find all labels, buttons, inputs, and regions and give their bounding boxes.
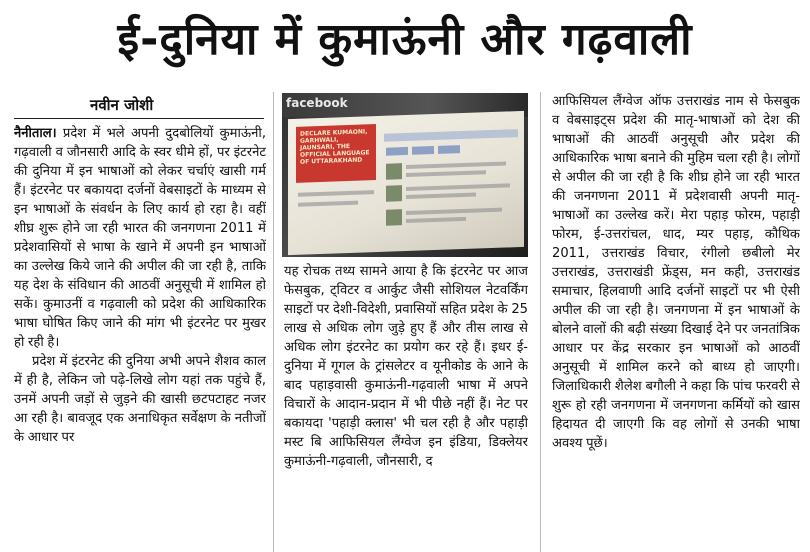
col2-paragraph-1: यह रोचक तथ्य सामने आया है कि इंटरनेट पर आज फेसबुक, ट्विटर व आर्कुट जैसी सोशियल नेटवर्किंग साइटों पर देशी-विदेशी, प्रवासियों सहित प्रदेश के 25 लाख से अधिक लोग जुड़े हुए हैं और तीस लाख से अधिक लोग इंटरनेट का प्रयोग कर रहे हैं। इधर ई-दुनिया में गूगल के ट्रांसलेटर व यूनीकोड के आने के बाद पहाड़वासी कुमाऊंनी-गढ़वाली भाषा में अपने विचारों के आदान-प्रदान में भी पीछे नहीं हैं। नेट पर बकायदा 'पहाड़ी क्लास' भी चल रही है और पहाड़ी मस्ट बि आफिसियल लैंग्वेज इन इंडिया, डिक्लेयर कुमाऊंनी-गढ़वाली, जौनसारी, द	[284, 264, 528, 469]
photo-text-line	[406, 183, 510, 191]
photo-button-3	[438, 145, 460, 154]
dateline: नैनीताल।	[14, 126, 57, 141]
headline: ई-दुनिया में कुमाऊंनी और गढ़वाली	[117, 14, 693, 65]
facebook-screen-photo	[282, 93, 528, 257]
photo-thumb-1	[386, 163, 402, 180]
article-column-1	[14, 124, 266, 552]
byline-rule	[14, 118, 264, 119]
photo-nav-bar	[384, 129, 518, 142]
photo-text-line	[298, 190, 374, 197]
photo-screen	[288, 111, 524, 255]
photo-poster-text: DECLARE KUMAONI, GARHWALI, JAUNSARI, THE OFFICIAL LANGUAGE OF UTTARAKHAND	[300, 128, 370, 166]
photo-page-title-blur	[384, 115, 518, 120]
photo-button-1	[386, 147, 408, 156]
column-divider-2	[540, 92, 541, 552]
photo-button-2	[412, 146, 434, 155]
photo-poster	[296, 124, 376, 183]
photo-text-line	[406, 208, 502, 215]
photo-text-line	[406, 162, 506, 169]
column-divider-1	[273, 92, 274, 552]
article-column-3	[552, 92, 800, 552]
photo-text-line	[406, 193, 476, 199]
col3-paragraph-1: आफिसियल लैंग्वेज ऑफ उत्तराखंड नाम से फेसबुक व वेबसाइट्स प्रदेश की मातृ-भाषाओं को देश की भाषाओं की आठवीं अनुसूची और प्रदेश की आधिकारिक भाषा बनाने की मुहिम चला रही है। लोगों से अपील की जा रही है कि शीघ्र होने जा रही भारत की जनगणना 2011 में प्रदेशवासी अपनी मातृ-भाषाओं का उल्लेख करें। मेरा पहाड़ फोरम, पहाड़ी फोरम, ई-उत्तरांचल, धाद, म्यर पहाड़, कौथिक 2011, उत्तराखंड विचार, रंगीलो छबीलो मेर उत्तराखंड, उत्तराखंडी फ्रेंड्स, मन कही, उत्तराखंड समाचार, हिलवाणी आदि दर्जनों साइटों पर भी ऐसी अपील की जा रही है। जनगणना में इन भाषाओं के बोलने वालों की बढ़ी संख्या दिखाई देने पर जनतांत्रिक आधार पर केंद्र सरकार इन भाषाओं को आठवीं अनुसूची में शामिल करने को बाध्य हो जाएगी। जिलाधिकारी शैलेश बगौली ने कहा कि पांच फरवरी से शुरू हो रही जनगणना में जनगणना कर्मियों को खास हिदायत दी जाएगी कि वह लोगों से उनकी भाषा अवश्य पूछें।	[552, 94, 800, 451]
col1-paragraph-1: प्रदेश में भले अपनी दुदबोलियों कुमाऊंनी, गढ़वाली व जौनसारी आदि के स्वर धीमे हों, पर इंटरनेट की दुनिया में इन भाषाओं को लेकर चर्चाएं खासी गर्म हैं। इंटरनेट पर बकायदा दर्जनों वेबसाइटों के माध्यम से इन भाषाओं के संवर्धन के लिए कार्य हो रहा है। वहीं शीघ्र शुरू होने जा रही भारत की जनगणना 2011 में प्रदेशवासियों से भाषा के खाने में अपनी इन भाषाओं का उल्लेख किये जाने की अपील की जा रही है, ताकि यह देश के संविधान की आठवीं अनुसूची में शामिल हो सकें। कुमाउनीं व गढ़वाली को प्रदेश की आधिकारिक भाषा घोषित किए जाने की मांग भी इंटरनेट पर मुखर हो रही है।	[14, 126, 266, 350]
col1-paragraph-2: प्रदेश में इंटरनेट की दुनिया अभी अपने शैशव काल में ही है, लेकिन जो पढ़े-लिखे लोग यहां तक पहुंचे हैं, उनमें अपनी जड़ों से जुड़ने की खासी छटपटाहट नजर आ रही है। बावजूद एक अनाधिकृत सर्वेक्षण के नतीजों के आधार पर	[14, 354, 266, 445]
facebook-logo-text: facebook	[286, 96, 348, 110]
photo-text-line	[406, 170, 486, 177]
photo-thumb-3	[386, 209, 402, 226]
photo-text-line	[298, 201, 358, 207]
photo-text-line	[406, 217, 466, 223]
photo-thumb-2	[386, 185, 402, 202]
article-column-2	[284, 262, 528, 552]
byline: नवीन जोशी	[90, 96, 154, 114]
